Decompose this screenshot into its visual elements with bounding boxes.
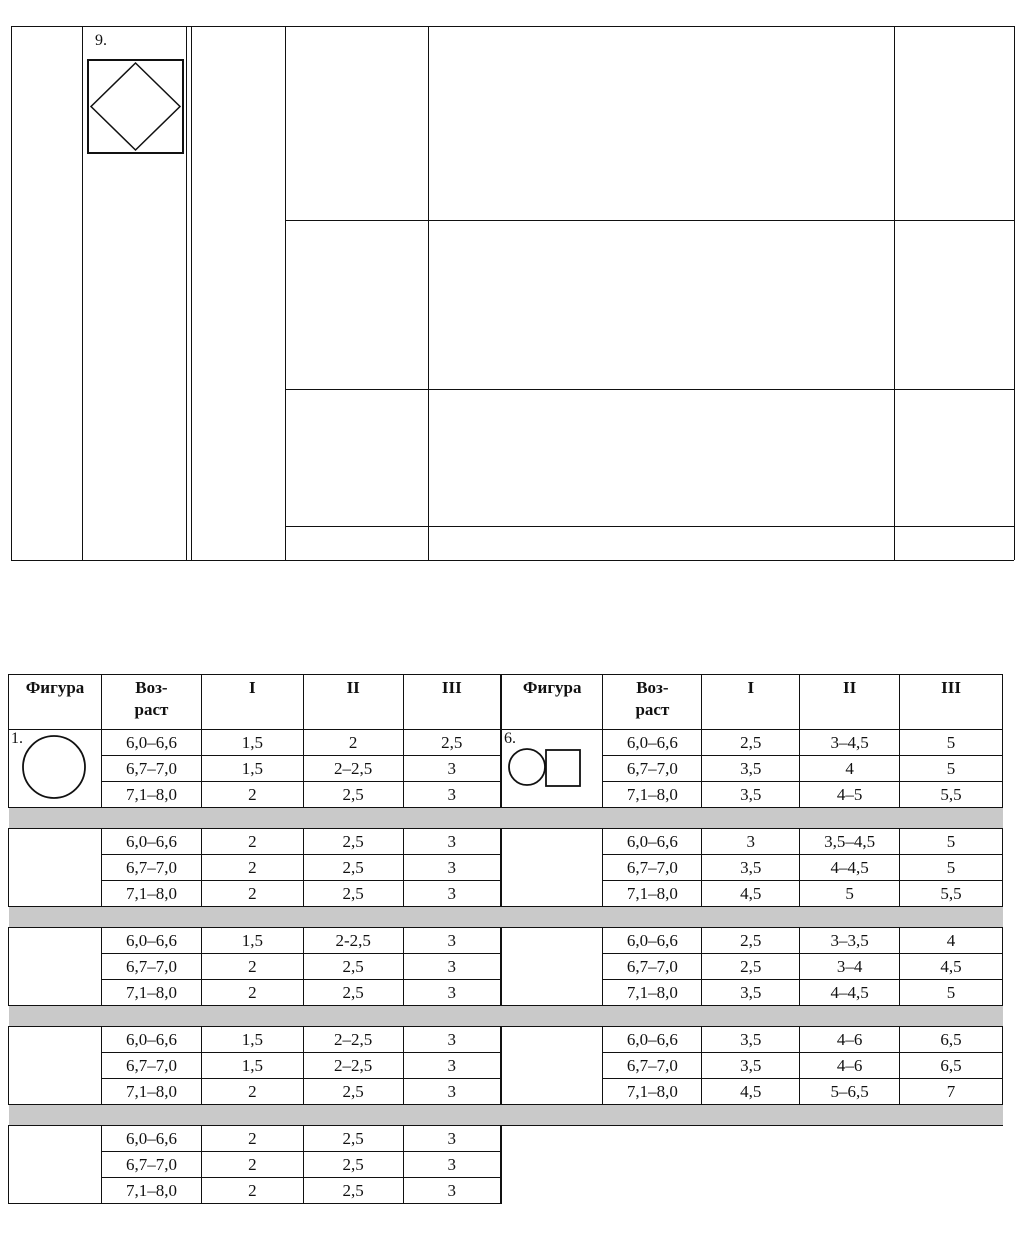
age-cell: 6,7–7,0 [603, 1053, 702, 1079]
level-3-cell: 7 [900, 1079, 1003, 1105]
level-3-cell: 6,5 [900, 1027, 1003, 1053]
level-1-cell: 4,5 [702, 881, 800, 907]
separator-row [9, 808, 1003, 829]
header-level-2: II [303, 675, 403, 730]
level-2-cell: 2,5 [303, 855, 403, 881]
level-3-cell: 3 [403, 928, 501, 954]
level-2-cell: 2,5 [303, 782, 403, 808]
level-2-cell: 4–6 [800, 1053, 900, 1079]
age-cell: 6,0–6,6 [102, 928, 202, 954]
level-1-cell: 2,5 [702, 928, 800, 954]
figure-cell [501, 1027, 603, 1105]
level-2-cell: 4 [800, 756, 900, 782]
age-cell: 6,7–7,0 [102, 954, 202, 980]
age-cell: 6,0–6,6 [603, 730, 702, 756]
level-3-cell: 3 [403, 829, 501, 855]
level-3-cell: 3 [403, 1027, 501, 1053]
header-age: Воз- раст [102, 675, 202, 730]
figure-label: 1. [11, 730, 23, 747]
figure-cell [9, 1126, 102, 1204]
level-3-cell: 3 [403, 881, 501, 907]
age-cell: 6,0–6,6 [603, 928, 702, 954]
figure-cell [9, 829, 102, 907]
level-2-cell: 2,5 [303, 1178, 403, 1204]
level-1-cell: 3,5 [702, 756, 800, 782]
level-2-cell: 3–4 [800, 954, 900, 980]
level-3-cell: 5,5 [900, 782, 1003, 808]
age-cell: 7,1–8,0 [603, 1079, 702, 1105]
row-line [285, 220, 1014, 221]
level-2-cell: 5 [800, 881, 900, 907]
level-1-cell: 2 [201, 855, 303, 881]
level-3-cell: 3 [403, 980, 501, 1006]
level-1-cell: 2 [201, 980, 303, 1006]
figure-cell [501, 829, 603, 907]
level-3-cell: 3 [403, 782, 501, 808]
header-figure: Фигура [9, 675, 102, 730]
level-2-cell: 4–6 [800, 1027, 900, 1053]
age-cell: 7,1–8,0 [603, 980, 702, 1006]
level-3-cell: 5,5 [900, 881, 1003, 907]
level-2-cell: 2,5 [303, 1126, 403, 1152]
gray-band [9, 808, 1003, 829]
level-1-cell: 2,5 [702, 954, 800, 980]
level-3-cell: 2,5 [403, 730, 501, 756]
level-1-cell: 2 [201, 1126, 303, 1152]
header-level-2: II [800, 675, 900, 730]
level-2-cell: 2,5 [303, 881, 403, 907]
age-cell: 7,1–8,0 [603, 782, 702, 808]
col-line [11, 26, 12, 560]
col-line [428, 26, 429, 560]
col-line [894, 26, 895, 560]
figure-cell [9, 928, 102, 1006]
level-3-cell: 5 [900, 855, 1003, 881]
gray-band [9, 1006, 1003, 1027]
table-row [9, 730, 1003, 756]
level-2-cell: 5–6,5 [800, 1079, 900, 1105]
level-3-cell: 5 [900, 730, 1003, 756]
level-1-cell: 2 [201, 1079, 303, 1105]
level-2-cell: 2,5 [303, 980, 403, 1006]
level-1-cell: 3 [702, 829, 800, 855]
col-line [186, 26, 187, 560]
level-2-cell: 2,5 [303, 1079, 403, 1105]
age-cell: 6,7–7,0 [603, 954, 702, 980]
level-1-cell: 2 [201, 782, 303, 808]
level-2-cell: 2-2,5 [303, 928, 403, 954]
age-cell: 6,0–6,6 [102, 1126, 202, 1152]
level-3-cell: 3 [403, 756, 501, 782]
level-2-cell: 2,5 [303, 954, 403, 980]
level-2-cell: 4–4,5 [800, 855, 900, 881]
age-cell: 6,0–6,6 [102, 829, 202, 855]
age-cell: 7,1–8,0 [102, 782, 202, 808]
level-3-cell: 6,5 [900, 1053, 1003, 1079]
level-1-cell: 1,5 [201, 730, 303, 756]
level-1-cell: 3,5 [702, 1027, 800, 1053]
level-3-cell: 3 [403, 1053, 501, 1079]
level-1-cell: 2 [201, 1178, 303, 1204]
level-2-cell: 3–3,5 [800, 928, 900, 954]
level-3-cell: 3 [403, 1079, 501, 1105]
level-2-cell: 2–2,5 [303, 1053, 403, 1079]
col-line [1014, 26, 1015, 560]
age-cell: 7,1–8,0 [603, 881, 702, 907]
level-1-cell: 2 [201, 829, 303, 855]
level-1-cell: 2,5 [702, 730, 800, 756]
figure-number: 9. [95, 32, 107, 49]
age-cell: 6,7–7,0 [102, 756, 202, 782]
level-1-cell: 1,5 [201, 928, 303, 954]
age-cell: 6,7–7,0 [102, 1152, 202, 1178]
level-3-cell: 5 [900, 829, 1003, 855]
level-2-cell: 2,5 [303, 829, 403, 855]
figure-cell [501, 730, 603, 808]
level-2-cell: 3–4,5 [800, 730, 900, 756]
level-3-cell: 3 [403, 954, 501, 980]
level-1-cell: 3,5 [702, 855, 800, 881]
age-cell: 6,0–6,6 [102, 730, 202, 756]
level-1-cell: 1,5 [201, 1053, 303, 1079]
level-3-cell: 4,5 [900, 954, 1003, 980]
norms-table [8, 674, 1003, 1204]
figure-cell [9, 1027, 102, 1105]
level-3-cell: 4 [900, 928, 1003, 954]
age-cell: 6,7–7,0 [102, 1053, 202, 1079]
age-cell: 7,1–8,0 [102, 980, 202, 1006]
header-level-3: III [403, 675, 501, 730]
level-2-cell: 3,5–4,5 [800, 829, 900, 855]
level-3-cell: 3 [403, 1152, 501, 1178]
separator-row [9, 1105, 1003, 1126]
gray-band [9, 907, 1003, 928]
table-row [9, 928, 1003, 954]
age-cell: 6,7–7,0 [603, 756, 702, 782]
level-1-cell: 2 [201, 881, 303, 907]
level-1-cell: 1,5 [201, 756, 303, 782]
level-2-cell: 2–2,5 [303, 1027, 403, 1053]
level-3-cell: 3 [403, 1126, 501, 1152]
header-figure: Фигура [501, 675, 603, 730]
level-3-cell: 3 [403, 1178, 501, 1204]
header-level-1: I [702, 675, 800, 730]
figure-cell [9, 730, 102, 808]
level-2-cell: 2 [303, 730, 403, 756]
table-row [9, 1126, 1003, 1152]
square-diamond-figure [86, 58, 186, 156]
age-cell: 6,7–7,0 [102, 855, 202, 881]
bottom-border [11, 560, 1014, 561]
level-1-cell: 2 [201, 954, 303, 980]
separator-row [9, 1006, 1003, 1027]
header-row [9, 675, 1003, 730]
age-cell: 7,1–8,0 [102, 1178, 202, 1204]
level-1-cell: 3,5 [702, 980, 800, 1006]
gray-band [9, 1105, 1003, 1126]
figure-label: 6. [503, 730, 516, 747]
table-row [9, 829, 1003, 855]
empty-cell [501, 1126, 1003, 1204]
col-line [285, 26, 286, 560]
age-cell: 6,7–7,0 [603, 855, 702, 881]
header-age: Воз- раст [603, 675, 702, 730]
norms-body [9, 730, 1003, 1204]
level-3-cell: 5 [900, 980, 1003, 1006]
level-1-cell: 4,5 [702, 1079, 800, 1105]
separator-row [9, 907, 1003, 928]
age-cell: 7,1–8,0 [102, 1079, 202, 1105]
level-1-cell: 3,5 [702, 1053, 800, 1079]
col-line [191, 26, 192, 560]
level-2-cell: 2,5 [303, 1152, 403, 1178]
figure-cell [501, 928, 603, 1006]
col-line [82, 26, 83, 560]
age-cell: 6,0–6,6 [603, 829, 702, 855]
top-border [11, 26, 1014, 27]
row-line [285, 389, 1014, 390]
level-1-cell: 2 [201, 1152, 303, 1178]
header-level-3: III [900, 675, 1003, 730]
header-level-1: I [201, 675, 303, 730]
age-cell: 7,1–8,0 [102, 881, 202, 907]
row-line [285, 526, 1014, 527]
level-2-cell: 4–4,5 [800, 980, 900, 1006]
table-row [9, 1027, 1003, 1053]
age-cell: 6,0–6,6 [603, 1027, 702, 1053]
age-cell: 6,0–6,6 [102, 1027, 202, 1053]
level-2-cell: 4–5 [800, 782, 900, 808]
level-2-cell: 2–2,5 [303, 756, 403, 782]
level-1-cell: 3,5 [702, 782, 800, 808]
level-3-cell: 5 [900, 756, 1003, 782]
level-3-cell: 3 [403, 855, 501, 881]
level-1-cell: 1,5 [201, 1027, 303, 1053]
